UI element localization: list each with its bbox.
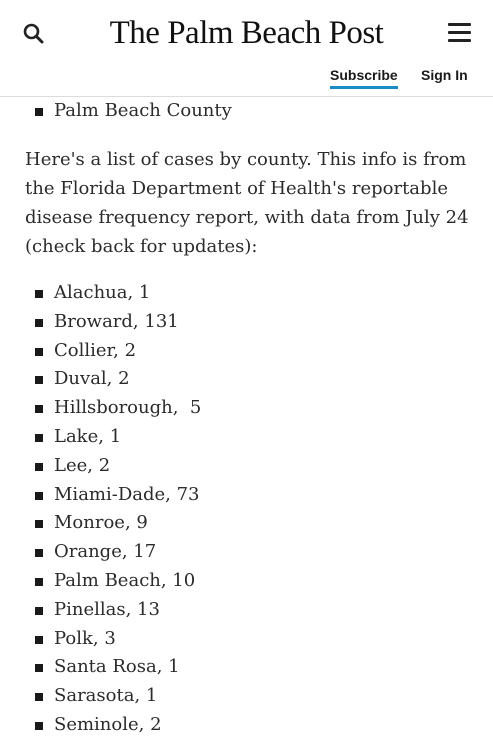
list-item: Broward, 131 [0,308,493,337]
article-paragraph: Here's a list of cases by county. This info is from the Florida Department of Health's reportable disease frequency report, with data from July 24 (check back for updates): [25,149,469,257]
list-item: Duval, 2 [0,365,493,394]
list-item: Orange, 17 [0,538,493,567]
list-item: Pinellas, 13 [0,596,493,625]
list-item: Lee, 2 [0,452,493,481]
list-item: Santa Rosa, 1 [0,653,493,682]
list-item: Miami-Dade, 73 [0,481,493,510]
site-logo[interactable]: The Palm Beach Post [109,15,384,51]
list-item: Monroe, 9 [0,509,493,538]
list-item: Hillsborough, 5 [0,394,493,423]
list-item: Collier, 2 [0,337,493,366]
list-item: Lake, 1 [0,423,493,452]
hamburger-menu-icon[interactable] [448,22,472,42]
previous-list [0,97,493,126]
list-item: Polk, 3 [0,625,493,654]
county-case-list [0,279,493,740]
sign-in-link[interactable]: Sign In [421,67,468,83]
list-item: Alachua, 1 [0,279,493,308]
list-item: Palm Beach, 10 [0,567,493,596]
list-item: Palm Beach County [0,97,493,126]
list-item: Seminole, 2 [0,711,493,740]
site-header [0,0,493,97]
list-item: Sarasota, 1 [0,682,493,711]
subscribe-link[interactable]: Subscribe [330,67,398,89]
